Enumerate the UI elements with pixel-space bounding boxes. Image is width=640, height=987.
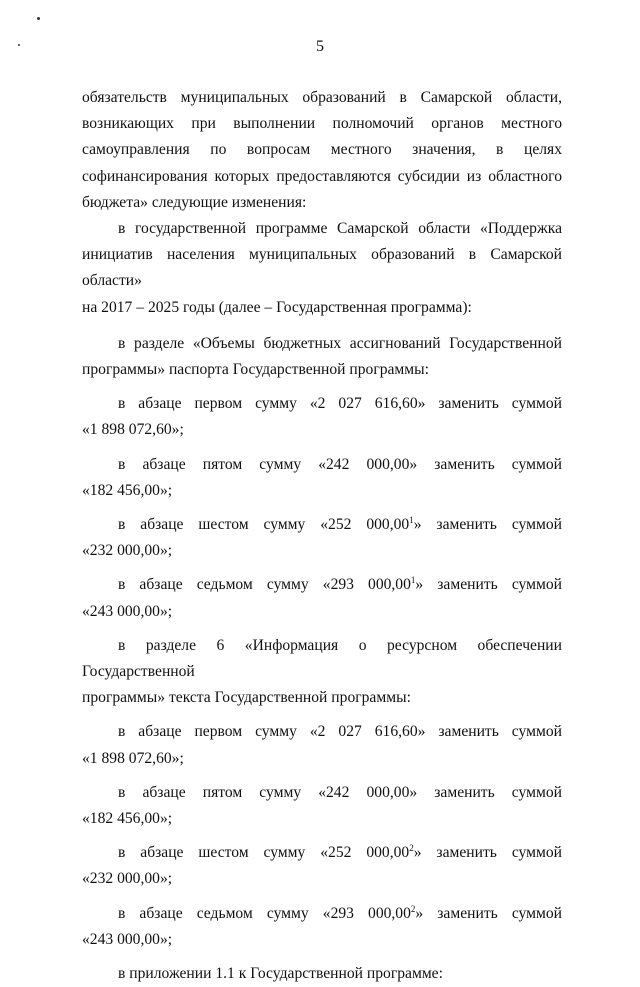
document-body [82, 85, 562, 987]
s1-item-line2: «243 000,00»; [82, 602, 173, 620]
s2-item-line2: «182 456,00»; [82, 810, 173, 828]
footnote-mark: 1 [410, 575, 416, 586]
s2-item-line2: «232 000,00»; [82, 870, 173, 888]
section2-line: в разделе 6 «Информация о ресурсном обеспечении Государственной [82, 636, 562, 681]
s2-item-line1: в абзаце седьмом сумму «293 000,00$^2$» заменить суммой [118, 903, 563, 922]
intro-line: обязательств муниципальных образований в Самарской области, [82, 89, 562, 106]
intro-line: возникающих при выполнении полномочий органов местного [82, 115, 562, 133]
s1-item-line2: «182 456,00»; [82, 481, 173, 499]
intro-line: софинансирования которых предоставляются субсидии из областного [82, 167, 562, 185]
s1-item-line2: «1 898 072,60»; [82, 421, 184, 439]
s2-item-line1: в абзаце шестом сумму «252 000,00$^2$» заменить суммой [118, 843, 562, 862]
footnote-mark: 2 [409, 843, 414, 854]
appendix-line: в приложении 1.1 к Государственной программе: [118, 965, 443, 983]
s2-item-line1: в абзаце первом сумму «2 027 616,60» заменить суммой [118, 723, 562, 741]
scan-speck [37, 17, 40, 20]
s2-item-line1: в абзаце пятом сумму «242 000,00» заменить суммой [118, 783, 562, 801]
s1-item-line1: в абзаце первом сумму «2 027 616,60» заменить суммой [118, 395, 562, 413]
intro-line: самоуправления по вопросам местного значения, в целях [82, 141, 562, 159]
intro-line: бюджета» следующие изменения: [82, 193, 307, 211]
section2-line: программы» текста Государственной программы: [82, 689, 411, 707]
s1-item-line1: в абзаце седьмом сумму «293 000,00$^1$» заменить суммой [118, 575, 563, 594]
s1-item-line1: в абзаце пятом сумму «242 000,00» заменить суммой [118, 455, 562, 473]
page-number: 5 [316, 38, 324, 55]
section1-line: в разделе «Объемы бюджетных ассигнований Государственной [118, 334, 562, 352]
section1-line: программы» паспорта Государственной программы: [82, 361, 429, 379]
program-line: инициатив населения муниципальных образований в Самарской области» [82, 246, 562, 290]
footnote-mark: 2 [410, 903, 416, 914]
footnote-mark: 1 [409, 515, 414, 526]
s1-item-line1: в абзаце шестом сумму «252 000,00$^1$» заменить суммой [118, 515, 562, 534]
s2-item-line2: «1 898 072,60»; [82, 749, 184, 767]
program-line: в государственной программе Самарской области «Поддержка [118, 220, 562, 238]
s2-item-line2: «243 000,00»; [82, 930, 173, 948]
program-line: на 2017 – 2025 годы (далее – Государственная программа): [82, 298, 472, 316]
s1-item-line2: «232 000,00»; [82, 542, 173, 560]
